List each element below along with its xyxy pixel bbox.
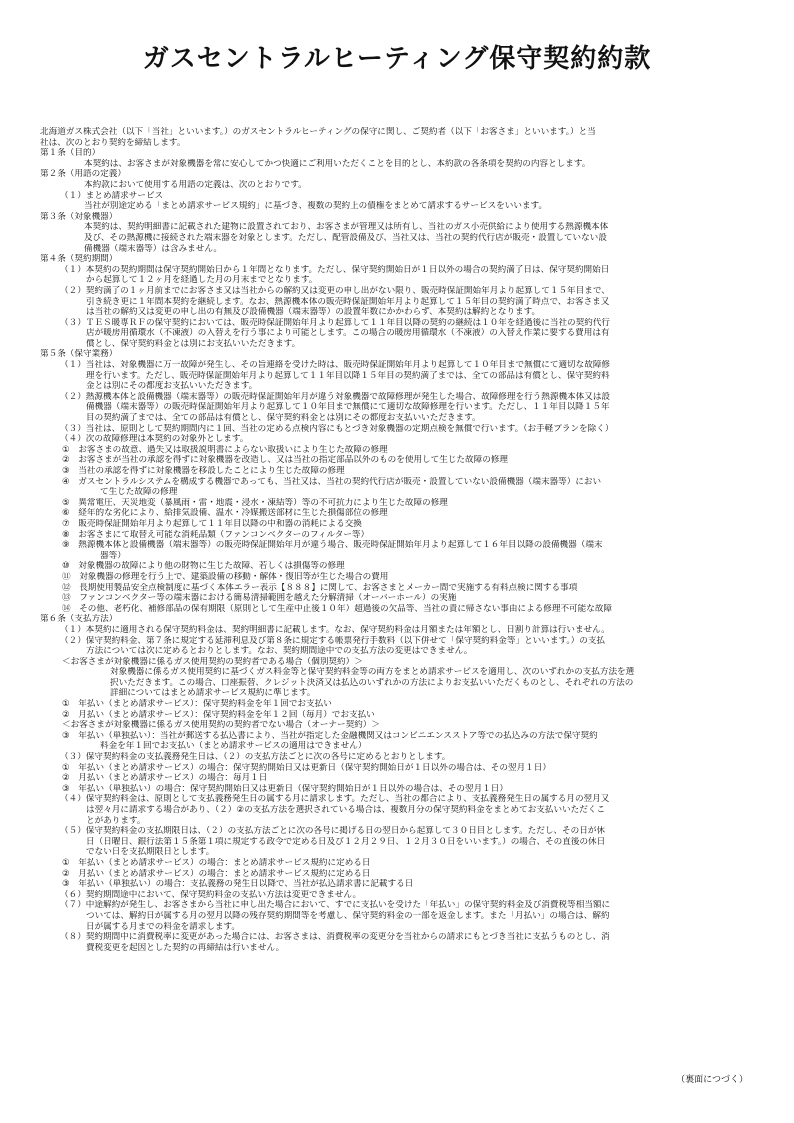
text-line: とがあります。 <box>86 815 146 826</box>
text-line: （３）保守契約料金の支払義務発生日は、（２）の支払方法ごとに次の各号に定めるとおりとします。 <box>60 752 451 763</box>
text-line: （４）次の故障修理は本契約の対象外とします。 <box>60 434 249 445</box>
text-line: 金とは別にその都度お支払いいただきます。 <box>86 381 258 392</box>
text-line: 日（日曜日、銀行法第１５条第１項に規定する政令で定める日及び１２月２９日、１２月３０日をいいます。）の場合、その直後の休日 <box>86 836 606 847</box>
text-line: （２）熱源機本体と設備機器（端末器等）の販売時保証開始年月が違う対象機器で故障修理が発生した場合、故障修理を行う熱源機本体又は設 <box>60 391 611 402</box>
text-line: ⑩ 対象機器の故障により他の財物に生じた故障、若しくは損傷等の修理 <box>62 561 345 572</box>
text-line: から起算して１２ヶ月を経過した月の月末までとなります。 <box>86 275 318 286</box>
text-line: 本約款において使用する用語の定義は、次のとおりです。 <box>84 179 307 190</box>
text-line: （１）まとめ請求サービス <box>60 190 164 201</box>
text-line: は翌々月に請求する場合があり、（２）②の支払方法を選択されている場合は、複数月分の保守契約料金をまとめてお支払いいただくこ <box>86 805 606 815</box>
text-line: （１）本契約の契約期間は保守契約開始日から１年間となります。ただし、保守契約開始日が１日以外の場合の契約満了日は、保守契約開始日 <box>60 264 610 275</box>
text-line: ⑪ 対象機器の修理を行う上で、建築設備の移動・解体・復旧等が生じた場合の費用 <box>62 571 389 582</box>
text-line: ③ 年払い（単独払い）：当社が郵送する払込書により、当社が指定した金融機関又はコンビニエンスストア等での払込みの方法で保守契約 <box>62 730 598 741</box>
text-line: 費税変更を起因とした契約の再締結は行いません。 <box>86 942 285 953</box>
text-line: 理を行います。ただし、販売時保証開始年月より起算して１１年目以降１５年目の契約満了までは、全ての部品は有償とし、保守契約料 <box>86 370 610 381</box>
text-line: （１）当社は、対象機器に万一故障が発生し、その旨連絡を受けた時は、販売時保証開始年月より起算して１０年目まで無償にて適切な故障修 <box>60 360 611 371</box>
text-line: 対象機器に係るガス使用契約に基づくガス料金等と保守契約料金等の両方をまとめ請求サービスを適用し、次のいずれかの支払方法を選 <box>110 667 635 678</box>
text-line: （７）中途解約が発生し、お客さまから当社に申し出た場合において、すでに支払いを受けた「年払い」の保守契約料金及び消費税等相当額に <box>60 900 611 911</box>
text-line: ① 年払い（まとめ請求サービス）：保守契約料金を年１回でお支払い <box>62 699 332 710</box>
text-line: ② 月払い（まとめ請求サービス）：保守契約料金を年１２回（毎月）でお支払い <box>62 709 375 720</box>
text-line: ⑦ 販売時保証開始年月より起算して１１年目以降の中和器の消耗による交換 <box>62 518 362 529</box>
text-line: （３）当社は、原則として契約期間内に１回、当社の定める点検内容にもとづき対象機器の定期点検を無償で行います。（お手軽プランを除く） <box>60 423 614 434</box>
text-line: て生じた故障の修理 <box>100 487 178 498</box>
text-line: ① 年払い（まとめ請求サービス）の場合：まとめ請求サービス規約に定める日 <box>62 857 371 868</box>
text-line: 当社が別途定める「まとめ請求サービス規約」に基づき、複数の契約上の債権をまとめて請求するサービスをいいます。 <box>84 201 548 212</box>
text-line: ＜お客さまが対象機器に係るガス使用契約の契約者である場合（個別契約）＞ <box>62 656 363 667</box>
text-line: （１）本契約に適用される保守契約料金は、契約明細書に記載します。なお、保守契約料金は月額または年額とし、日割り計算は行いません。 <box>60 624 610 635</box>
text-line: ⑭ その他、老朽化、補修部品の保有期限（原則として生産中止後１０年）超過後の欠品等、当社の責に帰さない事由による修理不可能な故障 <box>62 603 613 614</box>
text-line: ② 月払い（まとめ請求サービス）の場合：毎月１日 <box>62 773 268 784</box>
text-line: 引き続き更に１年間本契約を継続します。なお、熱源機本体の販売時保証開始年月より起算して１５年目の契約満了時点で、お客さま又 <box>86 296 610 307</box>
text-line: 方法については次に定めるとおりとします。なお、契約期間途中での支払方法の変更はできません。 <box>86 646 473 657</box>
text-line: ① お客さまの故意、過失又は取扱説明書によらない取扱いにより生じた故障の修理 <box>62 444 388 455</box>
text-line: ① 年払い（まとめ請求サービス）の場合：保守契約開始日又は更新日（保守契約開始日が１日以外の場合は、その翌月１日） <box>62 762 551 773</box>
text-line: 第３条（対象機器） <box>40 211 118 222</box>
text-line: （４）保守契約料金は、原則として支払義務発生日の属する月に請求します。ただし、当社の都合により、支払義務発生日の属する月の翌月又 <box>60 794 610 805</box>
text-line: ⑬ ファンコンベクター等の端末器における簡易清掃範囲を越えた分解清掃（オーバーホール）の実施 <box>62 593 457 604</box>
text-line: 第５条（保守業務） <box>40 349 118 360</box>
text-line: 店が暖房用循環水（不凍液）の入替えを行う事により可能とします。この場合の暖房用循環水（不凍液）の入替え作業に要する費用は有 <box>86 328 610 339</box>
text-line: （２）保守契約料金、第７条に規定する延滞利息及び第８条に規定する帳票発行手数料（以下併せて「保守契約料金等」といいます。）の支払 <box>60 635 606 646</box>
page-title: ガスセントラルヒーティング保守契約約款 <box>142 44 652 74</box>
text-line: ＜お客さまが対象機器に係るガス使用契約の契約者でない場合（オーナー契約）＞ <box>62 720 380 731</box>
text-line: ⑥ 経年的な劣化により、給排気設備、温水・冷媒搬送部材に生じた損傷部位の修理 <box>62 508 388 519</box>
text-line: 償とし、保守契約料金とは別にお支払いいただきます。 <box>86 338 301 349</box>
text-line: 第６条（支払方法） <box>40 614 118 625</box>
text-line: 及び、その熱源機に接続された端末器を対象とします。ただし、配管設備及び、当社又は、当社の契約代行店が販売・設置していない設 <box>84 232 607 243</box>
text-line: は当社の解約又は変更の申し出の有無及び設備機器（端末器等）の設置年数にかかわらず、本契約は解約となります。 <box>86 307 541 318</box>
text-line: （５）保守契約料金の支払期限日は、（２）の支払方法ごとに次の各号に掲げる日の翌日から起算して３０日目とします。ただし、その日が休 <box>60 826 606 837</box>
text-line: ⑫ 長期使用製品安全点検制度に基づく本体エラー表示【８８８】に関して、お客さまとメーカー間で実施する有料点検に関する事項 <box>62 582 578 593</box>
document-body <box>40 127 754 953</box>
text-line: ② 月払い（まとめ請求サービス）の場合：まとめ請求サービス規約に定める日 <box>62 868 371 879</box>
continued-note: （裏面につづく） <box>676 1075 748 1085</box>
text-line: （３）ＴＥＳ暖専ＲＦの保守契約においては、販売時保証開始年月より起算して１１年目以降の契約の継続は１０年を経過後に当社の契約代行 <box>60 317 611 328</box>
text-line: ⑧ お客さまにて取替え可能な消耗品類（ファンコンベクターのフィルター等） <box>62 529 370 540</box>
text-line: 第４条（契約期間） <box>40 254 118 265</box>
text-line: ② お客さまが当社の承認を得ずに対象機器を改造し、又は当社の指定部品以外のものを使用して生じた故障の修理 <box>62 455 508 466</box>
text-line: ⑨ 熱源機本体と設備機器（端末器等）の販売時保証開始年月が違う場合、販売時保証開始年月より起算して１６年目以降の設備機器（端末 <box>62 540 603 551</box>
text-line: 器等） <box>100 550 126 561</box>
text-line: 社は、次のとおり契約を締結します。 <box>40 137 186 148</box>
text-line: 第１条（目的） <box>40 148 101 159</box>
text-line: 料金を年１回でお支払い（まとめ請求サービスの適用はできません） <box>100 741 367 752</box>
text-line: ③ 年払い（単独払い）の場合：保守契約開始日又は更新日（保守契約開始日が１日以外の場合は、その翌月１日） <box>62 783 508 794</box>
text-line: 本契約は、契約明細書に記載された建物に設置されており、お客さまが管理又は所有し、当社のガス小売供給により使用する熱源機本体 <box>84 222 609 233</box>
text-line: 備機器（端末器等）の販売時保証開始年月より起算して１０年目まで無償にて適切な故障修理を行います。ただし、１１年目以降１５年 <box>86 402 610 413</box>
text-line: 第２条（用語の定義） <box>40 169 126 180</box>
text-line: ④ ガスセントラルシステムを構成する機器であっても、当社又は、当社の契約代行店が販売・設置していない設備機器（端末器等）におい <box>62 476 602 487</box>
text-line: でない日を支払期限日とします。 <box>86 847 215 858</box>
text-line: 詳細についてはまとめ請求サービス規約に準じます。 <box>110 688 316 699</box>
text-line: ⑤ 異常電圧、天災地変（暴風雨・雷・地震・浸水・凍結等）等の不可抗力により生じた故障の修理 <box>62 497 448 508</box>
text-line: 目の契約満了までは、全ての部品は有償とし、保守契約料金とは別にその都度お支払いいただきます。 <box>86 413 481 424</box>
text-line: ついては、解約日が属する月の翌月以降の残存契約期間等を考慮し、保守契約料金の一部を返金します。また「月払い」の場合は、解約 <box>86 910 610 921</box>
text-line: 北海道ガス株式会社（以下「当社」といいます。）のガスセントラルヒーティングの保守に関し、ご契約者（以下「お客さま」といいます。）と当 <box>40 127 596 137</box>
text-line: 本契約は、お客さまが対象機器を常に安心してかつ快適にご利用いただくことを目的とし、本約款の各条項を契約の内容とします。 <box>84 158 591 169</box>
text-line: 備機器（端末器等）は含みません。 <box>84 243 223 254</box>
text-line: 択いただきます。この場合、口座振替、クレジット決済又は払込のいずれかの方法によりお支払いいただくものとし、それぞれの方法の <box>110 677 634 688</box>
text-line: （２）契約満了の１ヶ月前までにお客さま又は当社からの解約又は変更の申し出がない限り、販売時保証開始年月より起算して１５年目まで、 <box>60 285 610 296</box>
text-line: ③ 年払い（単独払い）の場合：支払義務の発生日以降で、当社が払込請求書に記載する日 <box>62 879 414 890</box>
text-line: （８）契約期間中に消費税率に変更があった場合には、お客さまは、消費税率の変更分を当社からの請求にもとづき当社に支払うものとし、消 <box>60 932 610 943</box>
text-line: （６）契約期間途中において、保守契約料金の支払い方法は変更できません。 <box>60 889 362 900</box>
text-line: 日が属する月までの料金を請求します。 <box>86 921 241 932</box>
text-line: ③ 当社の承認を得ずに対象機器を移設したことにより生じた故障の修理 <box>62 466 345 476</box>
